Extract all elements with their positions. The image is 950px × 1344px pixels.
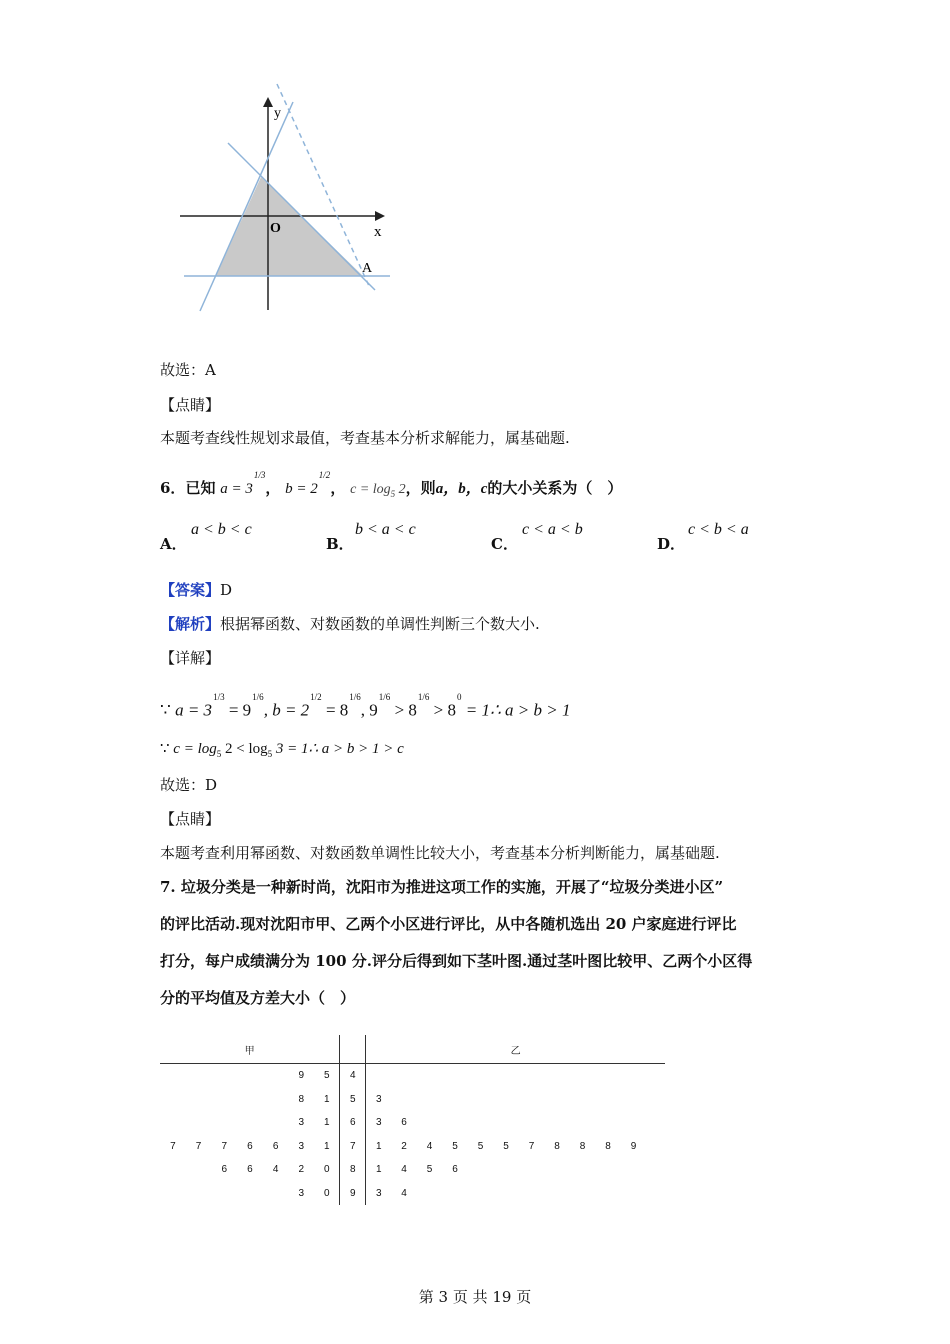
stem-value: 9 — [340, 1182, 366, 1206]
right-leaf — [468, 1064, 494, 1088]
right-leaf — [570, 1088, 596, 1112]
q6-c-base: 5 — [390, 488, 396, 499]
left-leaf: 7 — [170, 1140, 176, 1152]
stem-leaf-row — [160, 1064, 665, 1088]
right-leaf — [519, 1088, 545, 1112]
left-leaf: 3 — [298, 1187, 305, 1199]
right-leaf — [442, 1064, 468, 1088]
right-leaf — [417, 1088, 443, 1112]
right-leaf: 8 — [579, 1140, 586, 1152]
left-leaf — [160, 1064, 186, 1088]
right-leaf: 8 — [605, 1140, 611, 1152]
left-leaf: 1 — [323, 1140, 330, 1152]
left-leaf — [186, 1182, 212, 1206]
x-axis-label: x — [374, 224, 382, 240]
stem-leaf-row — [160, 1088, 665, 1112]
right-leaf — [621, 1182, 647, 1206]
left-leaf — [237, 1064, 263, 1088]
right-leaf — [417, 1111, 443, 1135]
left-leaf: 8 — [298, 1093, 305, 1105]
q6-b-def: b = 2 — [285, 481, 318, 497]
right-leaf — [570, 1111, 596, 1135]
left-leaf — [237, 1111, 263, 1135]
q6-c-definition — [350, 482, 406, 497]
expr-eq4: = 8 — [321, 700, 349, 720]
left-leaf — [263, 1064, 289, 1088]
because-symbol-1: ∵ — [160, 700, 171, 720]
stem-leaf-row — [160, 1135, 665, 1159]
y-axis-arrow — [263, 97, 273, 107]
expr-eq2: = 9 — [224, 700, 252, 720]
stem-leaf-row — [160, 1182, 665, 1206]
right-leaf: 3 — [376, 1093, 382, 1105]
q6-sep-2: ， — [330, 479, 346, 497]
q7-line-4: 分的平均值及方差大小（ ） — [160, 989, 356, 1007]
right-leaf — [570, 1182, 596, 1206]
left-leaf: 2 — [298, 1164, 305, 1176]
left-leaf: 3 — [298, 1140, 305, 1152]
stem-value: 7 — [340, 1135, 366, 1159]
right-leaf — [544, 1182, 570, 1206]
q6-number: 6． — [160, 479, 186, 497]
expr-mid: 2 < log — [221, 741, 268, 757]
q6-option-d-label: D． — [657, 535, 686, 553]
right-leaf — [493, 1111, 519, 1135]
left-leaf — [160, 1111, 186, 1135]
stem-leaf-header-row — [160, 1035, 665, 1064]
left-leaf — [211, 1088, 237, 1112]
q6-suffix: 的大小关系为（ ） — [487, 479, 623, 497]
left-leaf: 9 — [298, 1070, 305, 1082]
exp-7: 0 — [457, 692, 462, 702]
q6-a-def: a = 3 — [220, 481, 253, 497]
right-padding-cell — [646, 1064, 665, 1088]
right-leaf: 8 — [554, 1140, 560, 1152]
q6-b-exponent: 1/2 — [318, 470, 331, 480]
left-leaf — [186, 1111, 212, 1135]
q6-option-c-text: c < a < b — [522, 521, 583, 538]
q6-derivation-line-2 — [160, 739, 404, 764]
left-leaf: 7 — [195, 1140, 202, 1152]
right-leaf: 7 — [528, 1140, 535, 1152]
left-leaf — [263, 1111, 289, 1135]
q6-then: ，则 — [405, 479, 436, 497]
right-leaf — [519, 1064, 545, 1088]
right-leaf — [621, 1088, 647, 1112]
right-leaf — [468, 1182, 494, 1206]
right-leaf — [519, 1111, 545, 1135]
expr-comma: , 9 — [360, 700, 378, 720]
q6-analysis-header: 【解析】 — [160, 615, 221, 633]
right-leaf: 3 — [376, 1187, 382, 1199]
q6-detail-header: 【详解】 — [160, 649, 221, 667]
stem-leaf-row — [160, 1111, 665, 1135]
left-leaf: 0 — [323, 1164, 330, 1176]
right-leaf — [519, 1158, 545, 1182]
stem-value: 6 — [340, 1111, 366, 1135]
q5-dianjing-header: 【点睛】 — [160, 396, 221, 414]
stem-value: 4 — [340, 1064, 366, 1088]
right-leaf: 4 — [426, 1140, 433, 1152]
stem-value: 5 — [340, 1088, 366, 1112]
right-padding-cell — [646, 1111, 665, 1135]
right-leaf — [519, 1182, 545, 1206]
q6-c-def: c = log — [350, 482, 391, 497]
right-padding-cell — [646, 1182, 665, 1206]
right-header: 乙 — [510, 1045, 521, 1057]
right-padding-cell — [646, 1158, 665, 1182]
left-leaf: 4 — [272, 1164, 279, 1176]
q6-option-c-label: C． — [491, 535, 518, 553]
q6-analysis-text: 根据幂函数、对数函数的单调性判断三个数大小. — [220, 615, 540, 633]
expr-tail-1: = 1∴ a > b > 1 — [461, 700, 571, 720]
left-leaf: 6 — [247, 1164, 253, 1176]
expr-b-part: , b = 2 — [263, 700, 310, 720]
left-leaf — [186, 1158, 212, 1182]
right-leaf: 1 — [376, 1140, 382, 1152]
right-leaf: 6 — [452, 1164, 458, 1176]
right-leaf: 9 — [630, 1140, 637, 1152]
left-leaf: 1 — [323, 1093, 330, 1105]
right-leaf — [570, 1158, 596, 1182]
right-leaf — [468, 1111, 494, 1135]
right-leaf — [442, 1111, 468, 1135]
right-leaf — [595, 1064, 621, 1088]
feasible-region-figure — [170, 80, 400, 320]
q6-option-d[interactable] — [657, 534, 685, 554]
left-leaf — [237, 1182, 263, 1206]
because-symbol-2: ∵ — [160, 741, 170, 757]
stem-header — [340, 1035, 366, 1064]
q6-answer-row — [160, 580, 232, 600]
right-leaf: 5 — [452, 1140, 458, 1152]
exp-6: 1/6 — [417, 692, 430, 702]
q6-option-d-text: c < b < a — [688, 521, 749, 538]
right-leaf — [442, 1088, 468, 1112]
exp-2: 1/6 — [252, 692, 264, 702]
right-leaf — [468, 1088, 494, 1112]
q7-line-1: 7. 垃圾分类是一种新时尚，沈阳市为推进这项工作的实施，开展了“垃圾分类进小区” — [160, 878, 724, 896]
left-header: 甲 — [244, 1045, 255, 1057]
left-leaf: 6 — [272, 1140, 279, 1152]
right-leaf — [621, 1158, 647, 1182]
q6-a-definition — [220, 470, 266, 497]
right-leaf — [570, 1064, 596, 1088]
exp-1: 1/3 — [213, 692, 225, 702]
exp-4: 1/6 — [349, 692, 361, 702]
right-leaf: 6 — [401, 1117, 407, 1129]
right-leaf: 4 — [401, 1187, 407, 1199]
point-a-label: A — [362, 261, 373, 276]
right-leaf — [621, 1064, 647, 1088]
right-leaf: 5 — [477, 1140, 484, 1152]
q6-dianjing-header: 【点睛】 — [160, 810, 221, 828]
q6-answer-value: D — [220, 581, 233, 599]
page-footer: 第 3 页 共 19 页 — [418, 1288, 532, 1306]
right-leaf — [595, 1088, 621, 1112]
q6-vars: a，b，c — [435, 481, 488, 497]
y-axis-label: y — [274, 106, 281, 121]
q6-option-a-text: a < b < c — [191, 521, 252, 538]
stem-value: 8 — [340, 1158, 366, 1182]
q6-b-definition — [285, 470, 331, 497]
expr-gt2: > 8 — [429, 700, 457, 720]
stem-leaf-row — [160, 1158, 665, 1182]
right-leaf — [493, 1088, 519, 1112]
q6-a-exponent: 1/3 — [253, 470, 266, 480]
q6-option-a[interactable] — [160, 534, 187, 554]
right-leaf — [493, 1064, 519, 1088]
right-leaf — [366, 1064, 392, 1088]
left-leaf — [186, 1064, 212, 1088]
right-leaf: 3 — [376, 1117, 382, 1129]
left-leaf — [211, 1064, 237, 1088]
left-leaf — [160, 1088, 186, 1112]
right-leaf — [621, 1111, 647, 1135]
right-leaf: 5 — [503, 1140, 509, 1152]
left-leaf — [186, 1088, 212, 1112]
left-leaf: 6 — [221, 1164, 227, 1176]
right-leaf — [493, 1182, 519, 1206]
expr-gt: > 8 — [390, 700, 417, 720]
left-leaf — [211, 1111, 237, 1135]
q6-dianjing-text: 本题考查利用幂函数、对数函数单调性比较大小，考查基本分析判断能力，属基础题. — [160, 844, 720, 862]
left-leaf — [211, 1182, 237, 1206]
right-leaf — [595, 1111, 621, 1135]
right-leaf — [595, 1182, 621, 1206]
right-leaf — [391, 1088, 417, 1112]
right-leaf: 1 — [376, 1164, 382, 1176]
left-leaf: 6 — [247, 1140, 253, 1152]
q6-derivation-line-1 — [160, 692, 571, 721]
x-axis-arrow — [375, 211, 385, 221]
left-leaf — [263, 1088, 289, 1112]
right-leaf — [391, 1064, 417, 1088]
origin-label: O — [270, 221, 281, 236]
left-leaf: 3 — [298, 1117, 305, 1129]
q6-c-arg: 2 — [398, 482, 406, 497]
q6-sep-1: ， — [265, 479, 281, 497]
q6-analysis-row — [160, 614, 540, 634]
left-leaf: 1 — [323, 1117, 330, 1129]
right-leaf: 5 — [426, 1164, 433, 1176]
right-leaf: 4 — [401, 1164, 407, 1176]
right-leaf — [544, 1064, 570, 1088]
q6-prefix: 已知 — [185, 479, 216, 497]
right-leaf — [442, 1182, 468, 1206]
expr-c-eq: c = log — [173, 741, 217, 757]
q5-dianjing-text: 本题考查线性规划求最值，考查基本分析求解能力，属基础题. — [160, 429, 570, 447]
right-leaf — [544, 1158, 570, 1182]
left-leaf: 7 — [221, 1140, 227, 1152]
expr-tail-2: 3 = 1∴ a > b > 1 > c — [272, 741, 404, 757]
expr-a-eq: a = 3 — [175, 700, 213, 720]
right-leaf — [493, 1158, 519, 1182]
left-leaf: 5 — [323, 1070, 330, 1082]
q6-answer-line: 故选：D — [160, 776, 218, 794]
right-padding-cell — [646, 1088, 665, 1112]
q6-option-b-label: B． — [326, 535, 354, 553]
q7-line-2: 的评比活动.现对沈阳市甲、乙两个小区进行评比，从中各随机选出 20 户家庭进行评比 — [160, 915, 737, 933]
left-leaf — [237, 1088, 263, 1112]
left-leaf — [263, 1182, 289, 1206]
left-leaf — [160, 1182, 186, 1206]
q6-option-b[interactable] — [326, 534, 354, 554]
right-leaf — [595, 1158, 621, 1182]
q6-option-b-text: b < a < c — [355, 521, 416, 538]
q5-answer-line: 故选：A — [160, 361, 216, 379]
q6-answer-header: 【答案】 — [160, 581, 221, 599]
q6-option-a-label: A． — [160, 535, 187, 553]
right-leaf: 2 — [401, 1140, 407, 1152]
log-base-1: 5 — [216, 749, 222, 759]
stem-leaf-table — [160, 1035, 665, 1205]
right-leaf — [468, 1158, 494, 1182]
q6-question-line — [160, 470, 623, 504]
right-leaf — [544, 1111, 570, 1135]
log-base-2: 5 — [267, 749, 273, 759]
left-leaf — [160, 1158, 186, 1182]
right-leaf — [417, 1182, 443, 1206]
q6-option-c[interactable] — [491, 534, 518, 554]
right-padding-cell — [646, 1135, 665, 1159]
right-leaf — [417, 1064, 443, 1088]
left-leaf: 0 — [323, 1187, 330, 1199]
q7-line-3: 打分，每户成绩满分为 100 分.评分后得到如下茎叶图.通过茎叶图比较甲、乙两个小区得 — [160, 952, 753, 970]
right-leaf — [544, 1088, 570, 1112]
exp-3: 1/2 — [310, 692, 322, 702]
exp-5: 1/6 — [378, 692, 391, 702]
